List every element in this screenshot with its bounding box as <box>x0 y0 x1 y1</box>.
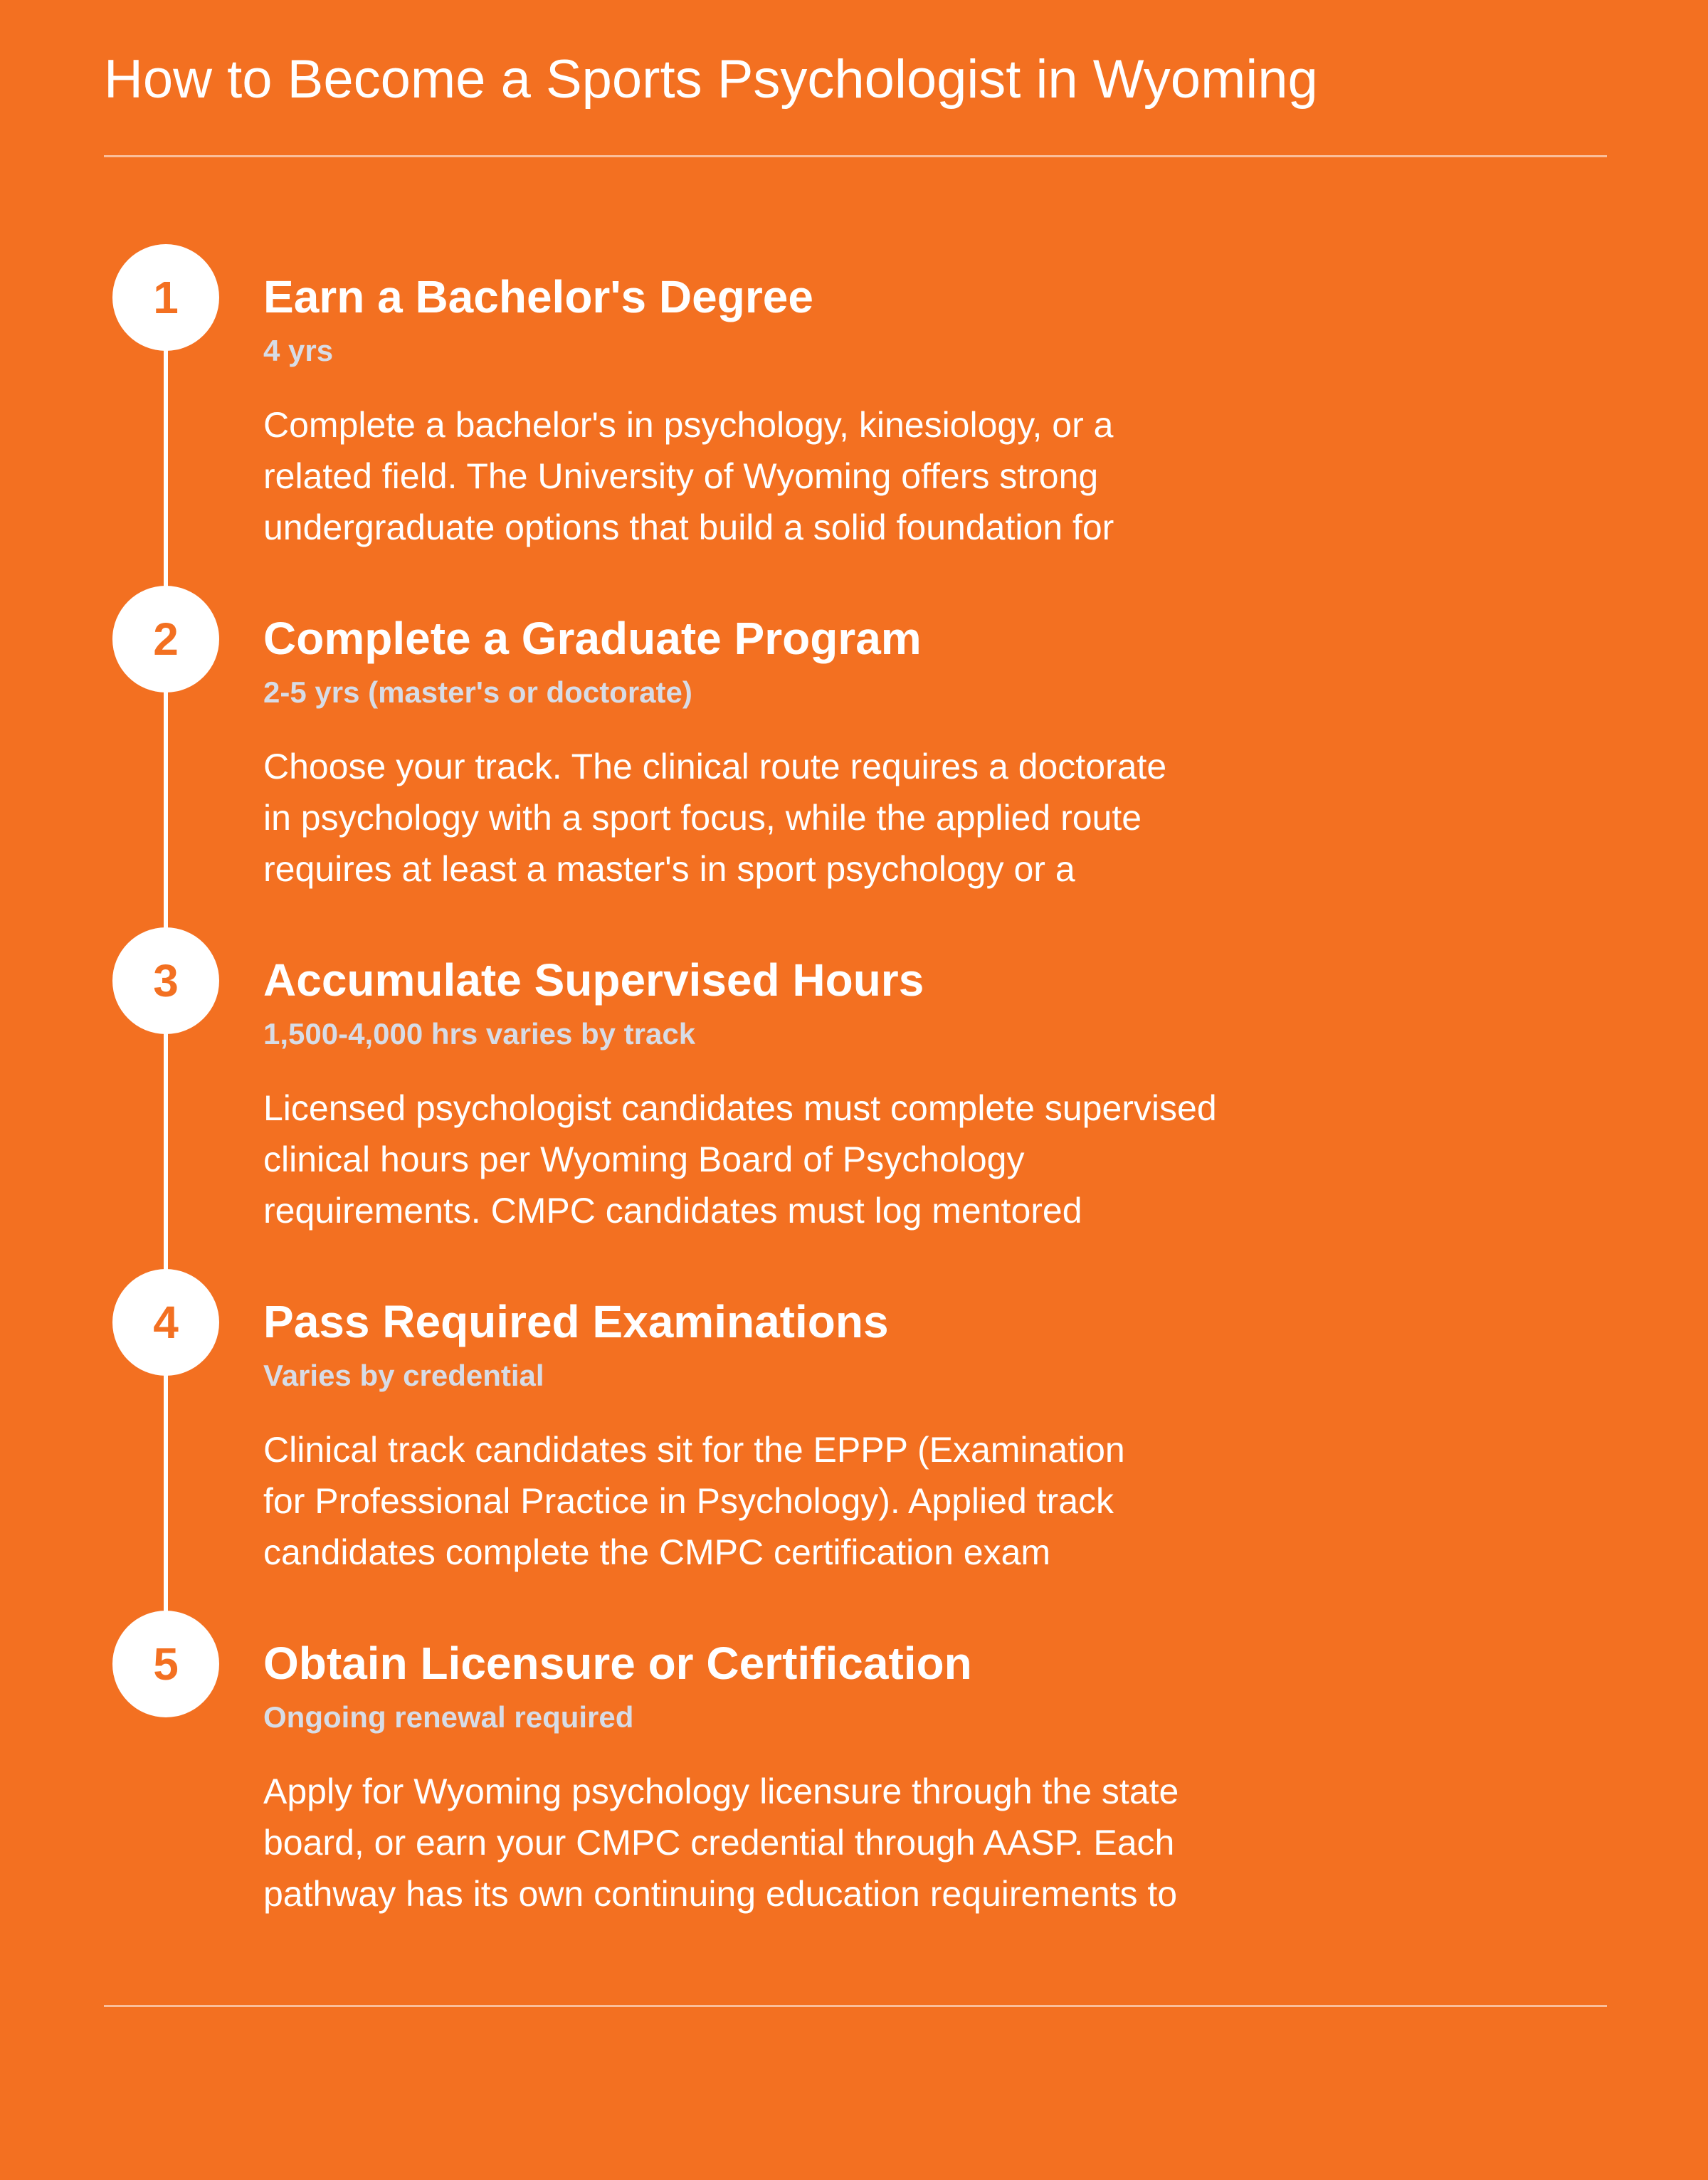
step-description-line: Complete a bachelor's in psychology, kinesiology, or a <box>263 405 1114 445</box>
step-description-line: board, or earn your CMPC credential through AASP. Each <box>263 1823 1175 1863</box>
step-description-line: requires at least a master's in sport psychology or a <box>263 849 1075 889</box>
step-title: Complete a Graduate Program <box>263 613 922 664</box>
step-description-line: Choose your track. The clinical route requires a doctorate <box>263 747 1167 786</box>
step-number-badge: 3 <box>112 927 219 1034</box>
step-number-badge: 2 <box>112 586 219 693</box>
step-number-badge: 1 <box>112 244 219 351</box>
step-description-line: in psychology with a sport focus, while the applied route <box>263 798 1142 838</box>
step-number-badge: 5 <box>112 1611 219 1717</box>
step-description-line: Apply for Wyoming psychology licensure through the state <box>263 1771 1179 1811</box>
step-duration: Ongoing renewal required <box>263 1700 634 1734</box>
step-4 <box>0 1269 1708 1611</box>
step-duration: 1,500-4,000 hrs varies by track <box>263 1017 696 1050</box>
header-divider <box>104 155 1607 157</box>
step-description-line: related field. The University of Wyoming offers strong <box>263 456 1099 496</box>
step-description-line: candidates complete the CMPC certification exam <box>263 1532 1051 1572</box>
step-description-line: Licensed psychologist candidates must complete supervised <box>263 1088 1217 1128</box>
step-description-line: undergraduate options that build a solid foundation for <box>263 507 1114 547</box>
step-description <box>263 399 1374 553</box>
step-description-line: clinical hours per Wyoming Board of Psychology <box>263 1139 1025 1179</box>
step-1 <box>0 244 1708 586</box>
step-description-line: Clinical track candidates sit for the EPPP (Examination <box>263 1430 1125 1470</box>
step-description-line: for Professional Practice in Psychology). Applied track <box>263 1481 1114 1521</box>
step-description <box>263 1083 1374 1236</box>
step-2 <box>0 586 1708 927</box>
step-duration: Varies by credential <box>263 1359 544 1392</box>
step-duration: 2-5 yrs (master's or doctorate) <box>263 675 692 709</box>
step-title: Earn a Bachelor's Degree <box>263 271 813 322</box>
step-description-line: pathway has its own continuing education requirements to <box>263 1874 1178 1914</box>
step-description <box>263 1766 1374 1920</box>
footer-divider <box>104 2005 1607 2007</box>
step-title: Accumulate Supervised Hours <box>263 954 924 1006</box>
step-5 <box>0 1611 1708 1952</box>
step-number-badge: 4 <box>112 1269 219 1376</box>
page-title: How to Become a Sports Psychologist in Wyoming <box>104 49 1318 110</box>
step-description <box>263 741 1374 895</box>
step-description <box>263 1424 1374 1578</box>
step-description-line: requirements. CMPC candidates must log mentored <box>263 1191 1082 1231</box>
step-title: Obtain Licensure or Certification <box>263 1638 972 1689</box>
step-duration: 4 yrs <box>263 334 334 367</box>
step-3 <box>0 927 1708 1269</box>
step-title: Pass Required Examinations <box>263 1296 889 1347</box>
